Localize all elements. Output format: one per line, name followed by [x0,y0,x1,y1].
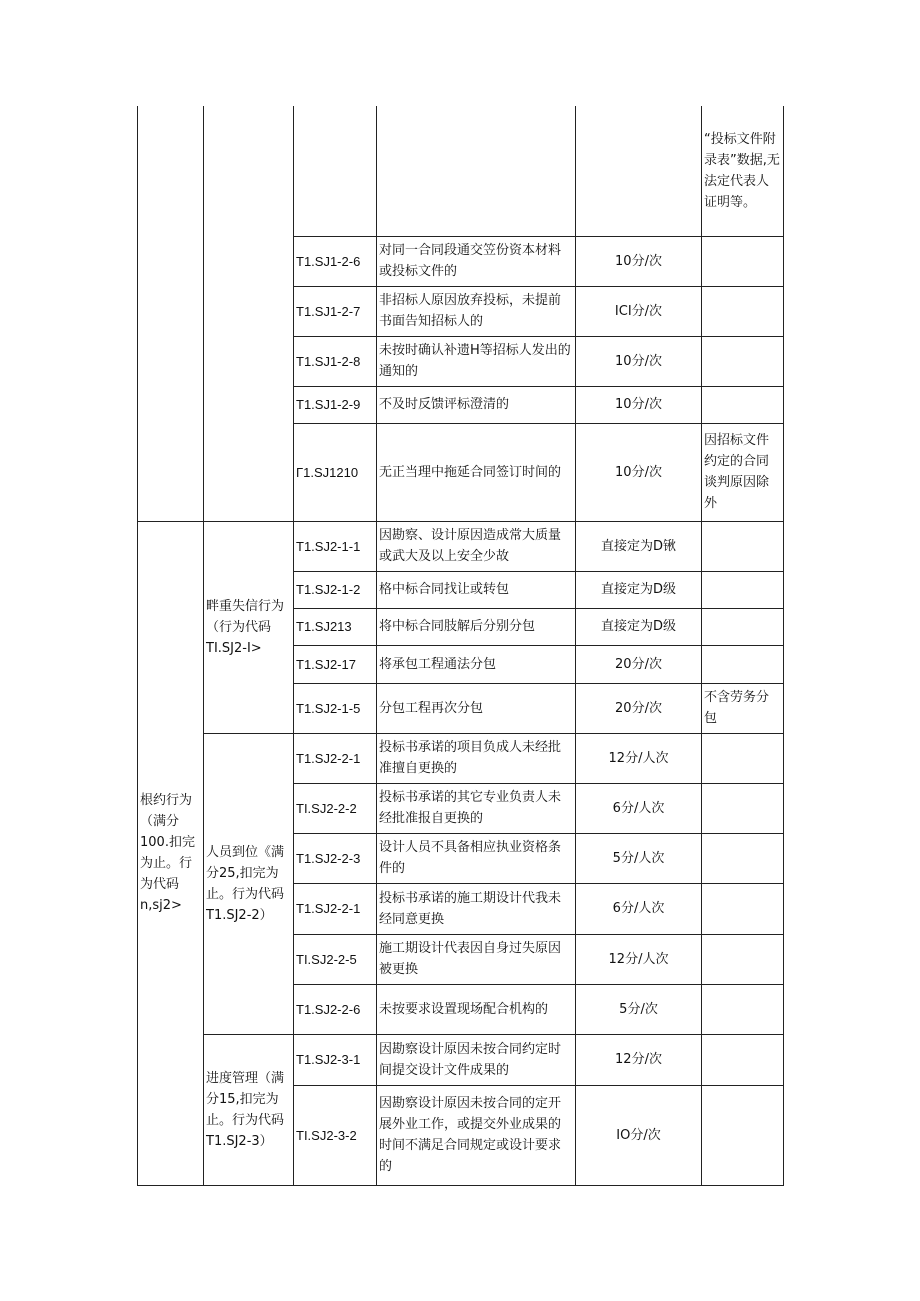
remark [702,236,784,286]
behavior-description: 非招标人原因放弃投标，未提前书面告知招标人的 [377,286,576,336]
group-cell: 畔重失信行为（行为代码TI.SJ2-I> [204,521,294,733]
behavior-code: T1.SJ2-3-1 [294,1034,377,1085]
deduction-score: 10分/次 [576,423,702,521]
deduction-score: 直接定为D锹 [576,521,702,571]
behavior-description: 因勘察设计原因未按合同约定时间提交设计文件成果的 [377,1034,576,1085]
deduction-score [576,106,702,236]
behavior-description [377,106,576,236]
group-cell: 人员到位《满分25,扣完为止。行为代码T1.SJ2-2） [204,733,294,1034]
penalty-table [137,106,784,1186]
table-row [138,1034,784,1085]
behavior-code: T1.SJ2-17 [294,645,377,683]
behavior-description: 投标书承诺的施工期设计代我未经同意更换 [377,883,576,934]
deduction-score: 5分/人次 [576,833,702,883]
behavior-description: 投标书承诺的项目负成人未经批准擅自更换的 [377,733,576,783]
remark: 不含劳务分包 [702,683,784,733]
remark [702,733,784,783]
group-cell-empty [204,106,294,521]
behavior-code: TI.SJ2-2-5 [294,934,377,984]
behavior-description: 未按要求设置现场配合机构的 [377,984,576,1034]
remark [702,386,784,423]
behavior-description: 因勘察设计原因未按合同的定开展外业工作，或提交外业成果的时间不满足合同规定或设计要求的 [377,1085,576,1185]
deduction-score: 5分/次 [576,984,702,1034]
category-cell-empty [138,106,204,521]
behavior-code: T1.SJ2-1-2 [294,571,377,608]
remark [702,984,784,1034]
behavior-description: 设计人员不具备相应执业资格条件的 [377,833,576,883]
behavior-code: T1.SJ1-2-8 [294,336,377,386]
behavior-description: 未按时确认补遗H等招标人发出的通知的 [377,336,576,386]
behavior-description: 将中标合同肢解后分别分包 [377,608,576,645]
behavior-description: 因勘察、设计原因造成常大质量或武大及以上安全少故 [377,521,576,571]
behavior-description: 对同一合同段通交笠份资本材料或投标文件的 [377,236,576,286]
remark [702,608,784,645]
remark [702,645,784,683]
remark [702,571,784,608]
deduction-score: 10分/次 [576,386,702,423]
deduction-score: 12分/次 [576,1034,702,1085]
behavior-code: T1.SJ213 [294,608,377,645]
behavior-code: TI.SJ2-3-2 [294,1085,377,1185]
behavior-code: T1.SJ2-1-5 [294,683,377,733]
deduction-score: 12分/人次 [576,733,702,783]
remark: 因招标文件约定的合同谈判原因除外 [702,423,784,521]
remark [702,286,784,336]
remark [702,336,784,386]
deduction-score: 直接定为D级 [576,608,702,645]
behavior-code: TI.SJ2-2-2 [294,783,377,833]
behavior-code: T1.SJ2-2-1 [294,883,377,934]
behavior-code: T1.SJ1-2-9 [294,386,377,423]
remark [702,783,784,833]
deduction-score: IO分/次 [576,1085,702,1185]
behavior-description: 分包工程再次分包 [377,683,576,733]
deduction-score: 10分/次 [576,336,702,386]
deduction-score: 12分/人次 [576,934,702,984]
behavior-code: T1.SJ2-1-1 [294,521,377,571]
behavior-code: T1.SJ1-2-7 [294,286,377,336]
behavior-code [294,106,377,236]
table-row [138,106,784,236]
remark [702,833,784,883]
behavior-code: Γ1.SJ1210 [294,423,377,521]
remark [702,1085,784,1185]
deduction-score: 6分/人次 [576,883,702,934]
behavior-code: T1.SJ2-2-3 [294,833,377,883]
behavior-description: 格中标合同找让或转包 [377,571,576,608]
deduction-score: 10分/次 [576,236,702,286]
behavior-code: T1.SJ2-2-1 [294,733,377,783]
behavior-code: T1.SJ1-2-6 [294,236,377,286]
behavior-code: T1.SJ2-2-6 [294,984,377,1034]
behavior-description: 施工期设计代表因自身过失原因被更换 [377,934,576,984]
remark [702,521,784,571]
remark: “投标文件附录表”数据,无法定代表人证明等。 [702,106,784,236]
deduction-score: 6分/人次 [576,783,702,833]
behavior-description: 将承包工程通法分包 [377,645,576,683]
deduction-score: 20分/次 [576,645,702,683]
behavior-description: 无正当理中拖延合同签订时间的 [377,423,576,521]
table-row [138,733,784,783]
category-cell: 根约行为（满分100.扣完为止。行为代码n,sj2> [138,521,204,1185]
remark [702,934,784,984]
behavior-description: 不及时反馈评标澄清的 [377,386,576,423]
remark [702,883,784,934]
behavior-description: 投标书承诺的其它专业负责人未经批准报自更换的 [377,783,576,833]
deduction-score: 直接定为D级 [576,571,702,608]
remark [702,1034,784,1085]
deduction-score: ICI分/次 [576,286,702,336]
deduction-score: 20分/次 [576,683,702,733]
group-cell: 进度管理（满分15,扣完为止。行为代码T1.SJ2-3） [204,1034,294,1185]
table-row [138,521,784,571]
